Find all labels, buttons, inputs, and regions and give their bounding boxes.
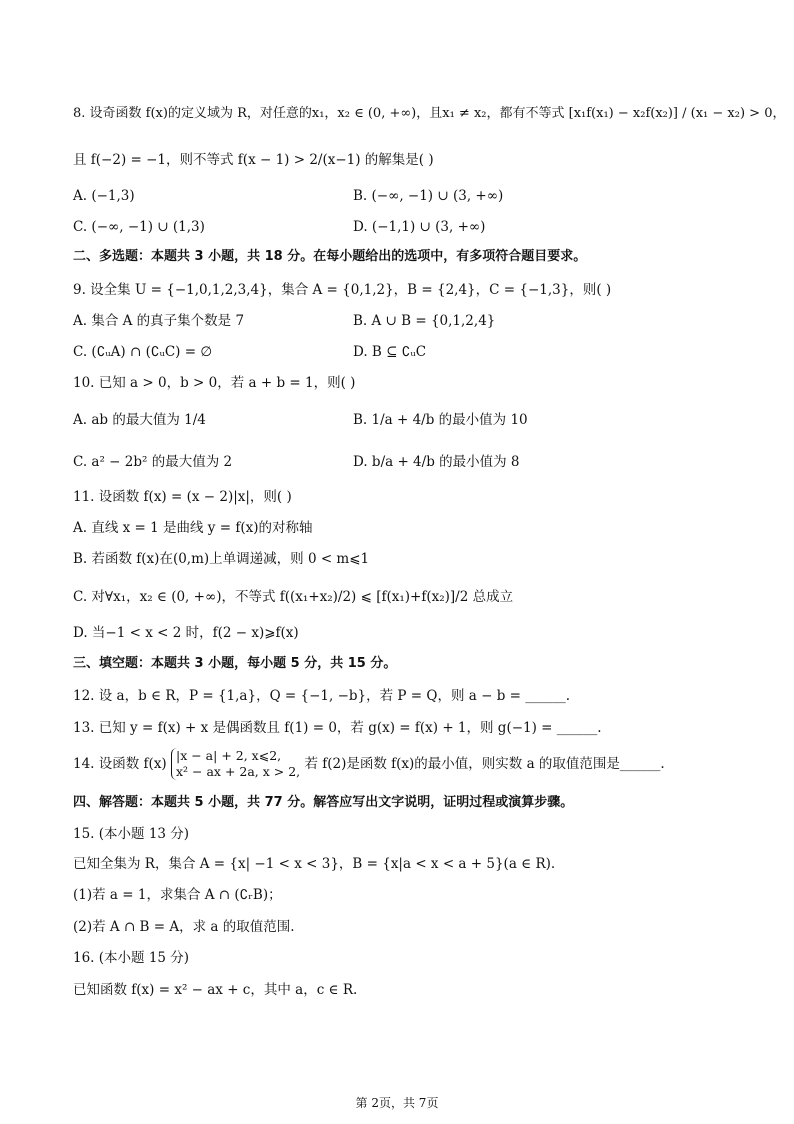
- page-footer: 第 2页，共 7页: [355, 1096, 439, 1110]
- q15-stem: 已知全集为 R，集合 A = {x| −1 < x < 3}，B = {x|a < x < a + 5}(a ∈ R).: [73, 856, 556, 872]
- q9-option-d: D. B ⊆ ∁ᵤC: [353, 344, 427, 360]
- q11-option-c: C. 对∀x₁，x₂ ∈ (0, +∞)，不等式 f((x₁+x₂)/2) ⩽ [f(x₁)+f(x₂)]/2 总成立: [73, 589, 514, 605]
- q14-case2: x² − ax + 2a, x > 2,: [176, 764, 301, 779]
- q9-option-c: C. (∁ᵤA) ∩ (∁ᵤC) = ∅: [73, 344, 213, 360]
- q10-option-b: B. 1/a + 4/b 的最小值为 10: [353, 412, 528, 428]
- q8-option-c: C. (−∞, −1) ∪ (1,3): [73, 219, 205, 235]
- section2-heading: 二、多选题：本题共 3 小题，共 18 分。在每小题给出的选项中，有多项符合题目要求。: [73, 249, 587, 264]
- q9-option-b: B. A ∪ B = {0,1,2,4}: [353, 313, 496, 329]
- q10-option-d: D. b/a + 4/b 的最小值为 8: [353, 454, 520, 470]
- q12-stem: 12. 设 a，b ∈ R，P = {1,a}，Q = {−1, −b}，若 P = Q，则 a − b = ______.: [73, 688, 571, 704]
- section4-heading: 四、解答题：本题共 5 小题，共 77 分。解答应写出文字说明，证明过程或演算步骤。: [73, 795, 574, 810]
- q11-option-b: B. 若函数 f(x)在(0,m)上单调递减，则 0 < m⩽1: [73, 551, 370, 567]
- q10-option-c: C. a² − 2b² 的最大值为 2: [73, 454, 233, 470]
- q9-stem: 9. 设全集 U = {−1,0,1,2,3,4}，集合 A = {0,1,2}，B = {2,4}，C = {−1,3}，则( ): [73, 282, 612, 298]
- q8-option-d: D. (−1,1) ∪ (3, +∞): [353, 219, 486, 235]
- q11-option-a: A. 直线 x = 1 是曲线 y = f(x)的对称轴: [73, 520, 313, 536]
- q14-piecewise: [171, 748, 300, 780]
- q9-option-a: A. 集合 A 的真子集个数是 7: [73, 313, 245, 329]
- q10-option-a: A. ab 的最大值为 1/4: [73, 412, 206, 428]
- q14-stem: [73, 748, 665, 788]
- q14-case1: |x − a| + 2, x⩽2,: [176, 748, 282, 763]
- section3-heading: 三、填空题：本题共 3 小题，每小题 5 分，共 15 分。: [73, 656, 397, 671]
- q8-stem-line2: 且 f(−2) = −1，则不等式 f(x − 1) > 2/(x−1) 的解集是( ): [73, 152, 434, 168]
- q15-title: 15. (本小题 13 分): [73, 826, 190, 842]
- q16-title: 16. (本小题 15 分): [73, 950, 190, 966]
- q8-option-b: B. (−∞, −1) ∪ (3, +∞): [353, 188, 504, 204]
- q11-option-d: D. 当−1 < x < 2 时，f(2 − x)⩾f(x): [73, 625, 299, 641]
- q14-prefix: 14. 设函数 f(x): [73, 756, 167, 772]
- q15-part1: (1)若 a = 1，求集合 A ∩ (∁ᵣB)；: [73, 887, 282, 903]
- q8-option-a: A. (−1,3): [73, 188, 135, 204]
- q16-stem: 已知函数 f(x) = x² − ax + c，其中 a，c ∈ R.: [73, 982, 358, 998]
- q8-stem-line1: 8. 设奇函数 f(x)的定义域为 R，对任意的x₁，x₂ ∈ (0, +∞)，且x₁ ≠ x₂，都有不等式 [x₁f(x₁) − x₂f(x₂)] / (x₁ − x₂) > 0，: [73, 106, 786, 121]
- q15-part2: (2)若 A ∩ B = A，求 a 的取值范围.: [73, 919, 295, 935]
- q13-stem: 13. 已知 y = f(x) + x 是偶函数且 f(1) = 0，若 g(x) = f(x) + 1，则 g(−1) = ______.: [73, 720, 602, 736]
- q10-stem: 10. 已知 a > 0，b > 0，若 a + b = 1，则( ): [73, 375, 356, 391]
- q14-suffix: 若 f(2)是函数 f(x)的最小值，则实数 a 的取值范围是______.: [304, 756, 665, 772]
- q11-stem: 11. 设函数 f(x) = (x − 2)|x|，则( ): [73, 489, 292, 505]
